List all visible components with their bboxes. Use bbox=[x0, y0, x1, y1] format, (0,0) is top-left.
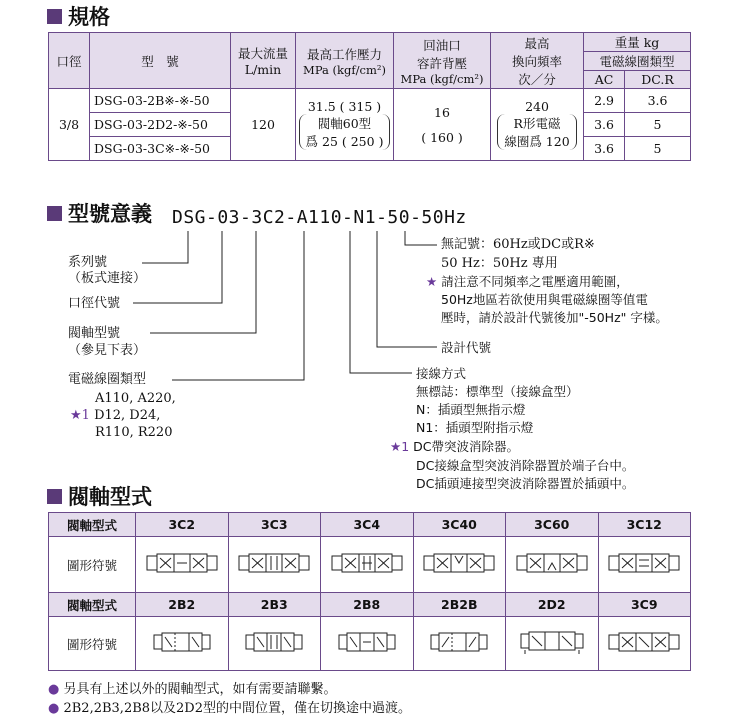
model-cell: DSG-03-2B※-※-50 bbox=[90, 89, 231, 113]
star-icon: ★ bbox=[426, 274, 438, 289]
model-title-text: 型號意義 bbox=[68, 202, 152, 226]
valve-symbol-3c60 bbox=[506, 537, 599, 593]
label-freq-note3: 壓時，請於設計代號後加"-50Hz" 字樣。 bbox=[441, 310, 668, 325]
th-tank-back-label2: 容許背壓 bbox=[416, 55, 467, 71]
label-wiring-n: N：插頭型無指示燈 bbox=[416, 402, 526, 417]
line-port bbox=[133, 231, 222, 303]
spool-type-cell: 3C2 bbox=[136, 513, 229, 537]
spool-row-header: 閥軸型式 bbox=[49, 593, 136, 617]
valve-symbol-icon bbox=[429, 629, 489, 655]
max-flow-cell: 120 bbox=[231, 89, 296, 161]
model-code: DSG-03-3C2-A110-N1-50-50Hz bbox=[172, 207, 467, 228]
tank-line2: ( 160 ) bbox=[421, 129, 463, 145]
th-tank-back-label: 回油口 bbox=[423, 37, 461, 53]
label-coil-v2-row bbox=[70, 408, 160, 423]
valve-symbol-3c40 bbox=[413, 537, 506, 593]
label-coil-v2: D12, D24, bbox=[94, 408, 161, 423]
label-freq-note1-row bbox=[426, 274, 629, 289]
spool-section-title bbox=[47, 483, 152, 509]
bullet-icon: ● bbox=[48, 682, 60, 697]
valve-symbol-icon bbox=[608, 629, 680, 655]
label-wiring-n1: N1：插頭型附指示燈 bbox=[416, 420, 534, 435]
th-max-freq-unit: 次／分 bbox=[518, 71, 556, 87]
th-model: 型 號 bbox=[90, 33, 231, 89]
label-wiring-dc3: DC插頭連接型突波消除器置於插頭中。 bbox=[416, 476, 635, 491]
bullet-icon: ● bbox=[48, 701, 60, 716]
valve-symbol-icon bbox=[608, 550, 680, 576]
valve-symbol-icon bbox=[146, 550, 218, 576]
valve-symbol-icon bbox=[152, 629, 212, 655]
weight-ac-cell: 3.6 bbox=[584, 137, 625, 161]
th-max-pressure-label: 最高工作壓力 bbox=[306, 46, 382, 62]
label-series: 系列號 bbox=[68, 255, 108, 270]
label-spool-code: 閥軸型號 bbox=[68, 326, 121, 341]
label-freq-none: 無記號：60Hz或DC或R※ bbox=[441, 237, 595, 252]
th-max-flow-label: 最大流量 bbox=[237, 46, 288, 61]
label-freq-note2: 50Hz地區若欲使用與電磁線圈等值電 bbox=[441, 292, 648, 307]
line-wiring bbox=[350, 231, 412, 373]
valve-symbol-icon bbox=[244, 629, 304, 655]
valve-symbol-2b3 bbox=[228, 617, 321, 671]
spool-type-cell: 2B2 bbox=[136, 593, 229, 617]
valve-symbol-3c3 bbox=[228, 537, 321, 593]
spool-type-cell: 2D2 bbox=[506, 593, 599, 617]
freq-line1: 240 bbox=[525, 99, 549, 114]
valve-symbol-3c4 bbox=[321, 537, 414, 593]
symbol-row-header: 圖形符號 bbox=[49, 537, 136, 593]
label-design-code: 設計代號 bbox=[441, 340, 492, 355]
note-1 bbox=[48, 678, 337, 697]
spool-type-cell: 2B3 bbox=[228, 593, 321, 617]
spool-type-cell: 3C40 bbox=[413, 513, 506, 537]
weight-dcr-cell: 3.6 bbox=[625, 89, 691, 113]
model-cell: DSG-03-3C※-※-50 bbox=[90, 137, 231, 161]
th-max-flow-unit: L/min bbox=[244, 62, 282, 77]
spec-title-text: 規格 bbox=[68, 5, 110, 29]
valve-symbol-3c9 bbox=[598, 617, 691, 671]
valve-symbol-icon bbox=[519, 628, 585, 656]
label-wiring-dc: DC帶突波消除器。 bbox=[413, 439, 520, 454]
label-freq-50: 50 Hz：50Hz 專用 bbox=[441, 256, 558, 271]
line-spool bbox=[150, 231, 256, 333]
weight-dcr-cell: 5 bbox=[625, 137, 691, 161]
spool-type-cell: 3C9 bbox=[598, 593, 691, 617]
valve-symbol-2b8 bbox=[321, 617, 414, 671]
note-2 bbox=[48, 697, 411, 716]
th-max-freq-label2: 換向頻率 bbox=[511, 53, 562, 69]
section-square-icon bbox=[47, 489, 62, 504]
spool-table bbox=[48, 512, 691, 671]
note-1-text: 另具有上述以外的閥軸型式，如有需要請聯繫。 bbox=[63, 682, 337, 697]
line-freq bbox=[405, 231, 437, 245]
label-wiring-dc-row bbox=[390, 439, 519, 454]
spool-type-cell: 3C4 bbox=[321, 513, 414, 537]
model-cell: DSG-03-2D2-※-50 bbox=[90, 113, 231, 137]
th-max-freq-label: 最高 bbox=[524, 35, 550, 51]
freq-line2: R形電磁 bbox=[513, 116, 561, 131]
label-coil-v3: R110, R220 bbox=[95, 425, 173, 440]
spool-type-cell: 2B8 bbox=[321, 593, 414, 617]
th-max-pressure-unit: MPa (kgf/cm²) bbox=[303, 62, 386, 77]
spool-type-cell: 2B2B bbox=[413, 593, 506, 617]
line-design bbox=[377, 231, 437, 347]
valve-symbol-icon bbox=[516, 550, 588, 576]
label-coil-v1: A110, A220, bbox=[95, 391, 176, 406]
weight-ac-cell: 3.6 bbox=[584, 113, 625, 137]
valve-symbol-3c12 bbox=[598, 537, 691, 593]
valve-symbol-icon bbox=[337, 629, 397, 655]
th-tank-back-unit: MPa (kgf/cm²) bbox=[400, 71, 484, 86]
port-cell: 3/8 bbox=[49, 89, 90, 161]
spool-row-header: 閥軸型式 bbox=[49, 513, 136, 537]
valve-symbol-icon bbox=[238, 550, 310, 576]
label-wiring-dc2: DC接線盒型突波消除器置於端子台中。 bbox=[416, 458, 635, 473]
tank-line1: 16 bbox=[434, 104, 450, 120]
th-weight-label: 重量 kg bbox=[614, 35, 660, 50]
pressure-line1: 31.5 ( 315 ) bbox=[307, 99, 382, 114]
spool-type-cell: 3C12 bbox=[598, 513, 691, 537]
label-series-sub: （板式連接） bbox=[68, 271, 147, 286]
label-freq-note1: 請注意不同頻率之電壓適用範圍， bbox=[441, 274, 629, 289]
spool-title-text: 閥軸型式 bbox=[68, 485, 152, 509]
star-icon: ★1 bbox=[70, 408, 90, 423]
note-2-text: 2B2,2B3,2B8以及2D2型的中間位置，僅在切換途中過渡。 bbox=[63, 701, 411, 716]
th-ac: AC bbox=[584, 71, 625, 89]
th-dcr: DC.R bbox=[625, 71, 691, 89]
weight-ac-cell: 2.9 bbox=[584, 89, 625, 113]
weight-dcr-cell: 5 bbox=[625, 113, 691, 137]
th-port: 口徑 bbox=[49, 33, 90, 89]
valve-symbol-3c2 bbox=[136, 537, 229, 593]
label-spool-sub: （參見下表） bbox=[68, 343, 147, 358]
pressure-line3: 爲 25 ( 250 ) bbox=[305, 134, 384, 149]
spool-type-cell: 3C3 bbox=[228, 513, 321, 537]
valve-symbol-2b2b bbox=[413, 617, 506, 671]
label-wiring: 接線方式 bbox=[416, 366, 467, 381]
freq-line3: 線圈爲 120 bbox=[504, 134, 570, 149]
label-coil-type: 電磁線圈類型 bbox=[68, 372, 147, 387]
line-coil bbox=[172, 231, 304, 380]
spool-type-cell: 3C60 bbox=[506, 513, 599, 537]
valve-symbol-icon bbox=[423, 550, 495, 576]
label-wiring-none: 無標誌：標準型（接線盒型） bbox=[416, 384, 579, 399]
valve-symbol-icon bbox=[331, 550, 403, 576]
symbol-row-header: 圖形符號 bbox=[49, 617, 136, 671]
valve-symbol-2b2 bbox=[136, 617, 229, 671]
label-port-code: 口徑代號 bbox=[68, 296, 121, 311]
pressure-line2: 閥軸60型 bbox=[317, 116, 372, 131]
valve-symbol-2d2 bbox=[506, 617, 599, 671]
star-icon: ★1 bbox=[390, 439, 410, 454]
line-series bbox=[142, 231, 188, 263]
th-coil-type: 電磁線圈類型 bbox=[584, 51, 690, 70]
